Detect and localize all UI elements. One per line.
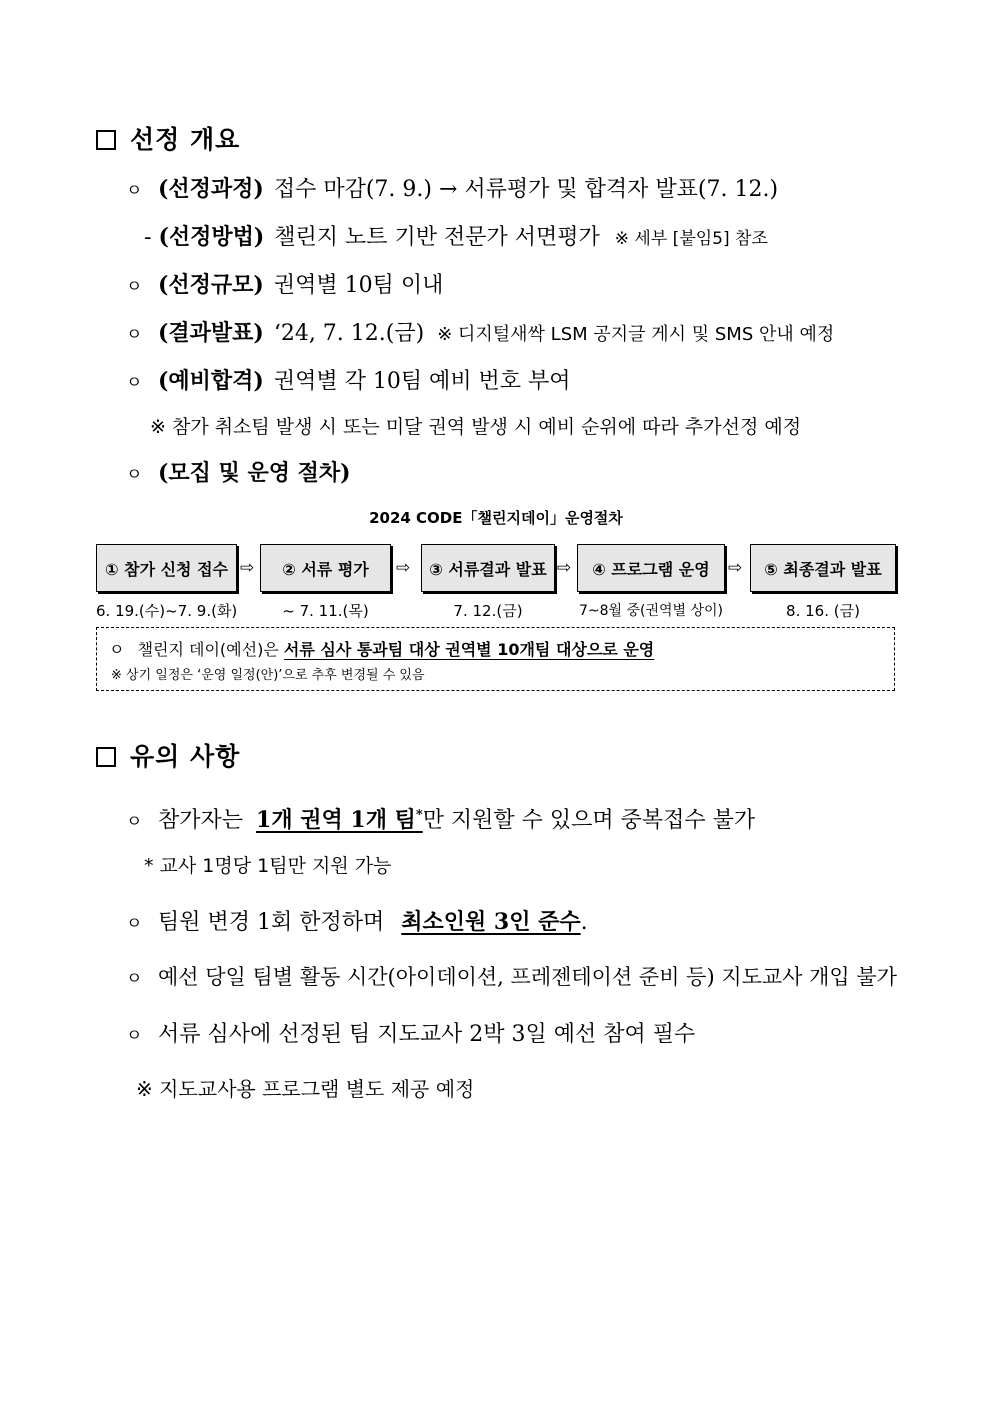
process-date-4: 7~8월 중(권역별 상이) — [578, 603, 724, 619]
info-underlined-text: 서류 심사 통과팀 대상 권역별 10개팀 대상으로 운영 — [283, 640, 655, 659]
bullet-tag: (선정규모) — [158, 272, 264, 298]
notice-text: 팀원 변경 1회 한정하며 — [158, 910, 385, 935]
notice-footnote: * 교사 1명당 1팀만 지원 가능 — [144, 855, 392, 877]
process-info-box — [96, 627, 895, 691]
notice-text-tail: . — [580, 910, 588, 935]
bullet-text: 챌린지 노트 기반 전문가 서면평가 — [274, 225, 600, 250]
notice-team-change — [126, 905, 588, 936]
bullet-marker: ㅇ — [126, 812, 143, 832]
bullet-marker: ㅇ — [126, 1026, 143, 1046]
bullet-marker: ㅇ — [126, 277, 143, 297]
bullet-marker: ㅇ — [126, 325, 143, 345]
info-plain-text: 챌린지 데이(예선)은 — [137, 640, 279, 659]
bullet-result-announcement — [126, 316, 834, 347]
process-step-4: ④ 프로그램 운영 — [577, 544, 725, 592]
bullet-text: ‘24, 7. 12.(금) — [273, 321, 425, 346]
bullet-marker: ㅇ — [109, 640, 125, 659]
bullet-selection-method — [144, 220, 768, 251]
arrow-right-icon: ⇨ — [557, 558, 572, 578]
notice-single-team — [126, 803, 755, 834]
notice-text-tail: 만 지원할 수 있으며 중복접수 불가 — [422, 808, 756, 833]
process-step-5: ⑤ 최종결과 발표 — [750, 544, 896, 592]
notice-emphasis: 1개 권역 1개 팀* — [256, 807, 423, 833]
checkbox-square-icon — [96, 130, 116, 150]
notice-emphasis: 최소인원 3인 준수 — [401, 909, 581, 935]
bullet-reserve-pass — [126, 364, 571, 395]
section-heading-selection: 선정 개요 — [96, 120, 240, 156]
bullet-marker: ㅇ — [126, 969, 143, 989]
process-date-2: ~ 7. 11.(목) — [282, 602, 369, 620]
announcement-note: ※ 디지털새싹 LSM 공지글 게시 및 SMS 안내 예정 — [437, 324, 835, 345]
arrow-right-icon: ⇨ — [240, 558, 255, 578]
notice-text: 예선 당일 팀별 활동 시간(아이데이션, 프레젠테이션 준비 등) 지도교사 개입 불가 — [158, 965, 897, 989]
notice-mandatory-participation — [126, 1017, 695, 1048]
process-date-3: 7. 12.(금) — [453, 602, 523, 620]
bullet-marker: ㅇ — [126, 181, 143, 201]
teacher-program-note: ※ 지도교사용 프로그램 별도 제공 예정 — [136, 1077, 475, 1101]
bullet-tag: (예비합격) — [158, 368, 264, 394]
bullet-text: 권역별 각 10팀 예비 번호 부여 — [273, 369, 571, 394]
arrow-right-icon: ⇨ — [396, 558, 411, 578]
bullet-tag: (모집 및 운영 절차) — [158, 460, 351, 486]
bullet-text: 권역별 10팀 이내 — [273, 273, 444, 298]
reference-note: ※ 세부 [붙임5] 참조 — [614, 229, 768, 249]
section-heading-notes: 유의 사항 — [96, 737, 240, 773]
notice-no-intervention — [126, 961, 897, 991]
process-title: 2024 CODE「챌린지데이」운영절차 — [369, 509, 623, 527]
process-step-2: ② 서류 평가 — [260, 544, 391, 592]
process-date-1: 6. 19.(수)~7. 9.(화) — [96, 602, 238, 620]
checkbox-square-icon — [96, 747, 116, 767]
info-box-line — [109, 637, 654, 660]
arrow-right-icon: ⇨ — [728, 558, 743, 578]
bullet-tag: (선정방법) — [158, 224, 265, 250]
notice-text: 서류 심사에 선정된 팀 지도교사 2박 3일 예선 참여 필수 — [158, 1022, 696, 1047]
process-date-5: 8. 16. (금) — [786, 602, 860, 620]
bullet-selection-scale — [126, 268, 443, 299]
reserve-note: ※ 참가 취소팀 발생 시 또는 미달 권역 발생 시 예비 순위에 따라 추가선정 예정 — [150, 416, 802, 438]
bullet-tag: (선정과정) — [158, 176, 264, 202]
footnote-star: * — [415, 807, 423, 823]
dash-marker: - — [144, 225, 152, 250]
bullet-text: 접수 마감(7. 9.) → 서류평가 및 합격자 발표(7. 12.) — [273, 177, 779, 202]
info-box-note: ※ 상기 일정은 ‘운영 일정(안)’으로 추후 변경될 수 있음 — [111, 668, 425, 683]
bullet-marker: ㅇ — [126, 914, 143, 934]
process-step-1: ① 참가 신청 접수 — [96, 544, 237, 592]
bullet-marker: ㅇ — [126, 465, 143, 485]
bullet-recruit-procedure — [126, 456, 361, 487]
notice-text: 참가자는 — [158, 808, 244, 833]
process-step-3: ③ 서류결과 발표 — [421, 544, 555, 592]
bullet-marker: ㅇ — [126, 373, 143, 393]
bullet-tag: (결과발표) — [158, 320, 264, 346]
bullet-selection-process — [126, 172, 778, 203]
